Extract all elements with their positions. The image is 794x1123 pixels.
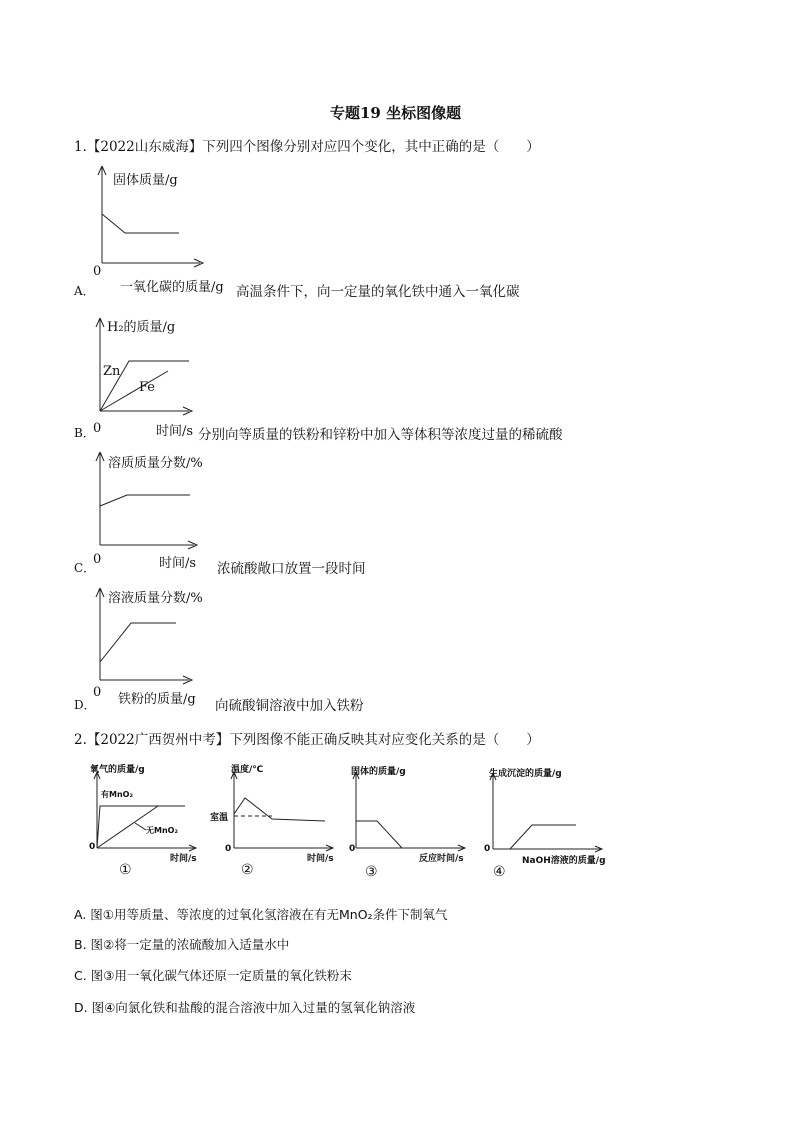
question-2-option-d: D. 图④向氯化铁和盐酸的混合溶液中加入过量的氢氧化钠溶液 [74,1000,416,1015]
graph-2-4-xlabel: NaOH溶液的质量/g [522,856,606,866]
graph-2-2 [228,772,338,862]
graph-2-3-xlabel: 反应时间/s [419,854,464,864]
question-1-stem: 1.【2022山东威海】下列四个图像分别对应四个变化，其中正确的是（ ） [74,139,540,155]
graph-b-origin: 0 [93,421,102,436]
graph-b-xlabel: 时间/s [156,424,194,439]
graph-2-1-origin: 0 [89,842,96,852]
graph-c-xlabel: 时间/s [159,556,197,571]
graph-d-xlabel: 铁粉的质量/g [118,692,196,707]
option-d-desc: 向硫酸铜溶液中加入铁粉 [215,698,364,714]
option-b-letter: B． [74,426,95,440]
option-c-desc: 浓硫酸敞口放置一段时间 [217,561,366,577]
graph-2-1-ylabel: 氧气的质量/g [90,765,145,775]
option-d-letter: D． [74,698,96,712]
graph-2-3-origin: 0 [349,844,356,854]
graph-d-curve [100,623,176,662]
option-a-letter: A． [74,284,95,298]
graph-2-2-curve [234,798,325,821]
graph-b-fe-label: Fe [139,380,156,395]
graph-2-3-curve [356,821,402,848]
graph-2-4-number: ④ [493,864,506,880]
graph-a-xlabel: 一氧化碳的质量/g [120,280,224,295]
graph-2-1 [91,772,201,862]
graph-2-2-ylabel: 温度/℃ [231,765,264,775]
graph-2-1-xlabel: 时间/s [170,854,197,864]
question-2-option-c: C. 图③用一氧化碳气体还原一定质量的氧化铁粉末 [74,968,352,983]
question-2-option-b: B. 图②将一定量的浓硫酸加入适量水中 [74,937,290,952]
option-a-desc: 高温条件下，向一定量的氧化铁中通入一氧化碳 [236,284,520,300]
graph-2-1-label-mno2: 有MnO₂ [101,790,133,799]
question-2-option-a: A. 图①用等质量、等浓度的过氧化氢溶液在有无MnO₂条件下制氧气 [74,907,448,922]
graph-2-2-number: ② [241,862,254,878]
graph-2-4-ylabel: 生成沉淀的质量/g [489,769,562,779]
graph-2-4 [487,773,607,863]
graph-c-curve [100,495,190,506]
graph-d-ylabel: 溶液质量分数/% [108,591,203,606]
option-c-letter: C． [74,561,96,575]
graph-c-ylabel: 溶质质量分数/% [108,456,203,471]
graph-2-4-origin: 0 [484,844,491,854]
graph-a-ylabel: 固体质量/g [113,173,178,188]
page-title: 专题19 坐标图像题 [330,104,462,122]
option-b-desc: 分别向等质量的铁粉和锌粉中加入等体积等浓度过量的稀硫酸 [198,427,563,443]
graph-2-1-number: ① [119,862,132,878]
graph-2-2-label-room-temp: 室温 [210,813,229,823]
graph-a-origin: 0 [93,264,102,279]
graph-c-origin: 0 [93,552,102,567]
graph-2-2-origin: 0 [225,844,232,854]
graph-2-4-curve [493,825,576,849]
question-2-stem: 2.【2022广西贺州中考】下列图像不能正确反映其对应变化关系的是（ ） [74,732,540,748]
graph-b-ylabel: H₂的质量/g [107,320,176,335]
graph-2-2-xlabel: 时间/s [307,854,334,864]
graph-2-1-label-no-mno2: 无MnO₂ [146,826,178,835]
graph-d-origin: 0 [93,685,102,700]
graph-b-zn-label: Zn [103,364,121,379]
graph-2-3-number: ③ [365,864,378,880]
graph-2-3 [350,772,470,862]
graph-a-curve [102,214,179,233]
graph-2-3-ylabel: 固体的质量/g [351,767,406,777]
